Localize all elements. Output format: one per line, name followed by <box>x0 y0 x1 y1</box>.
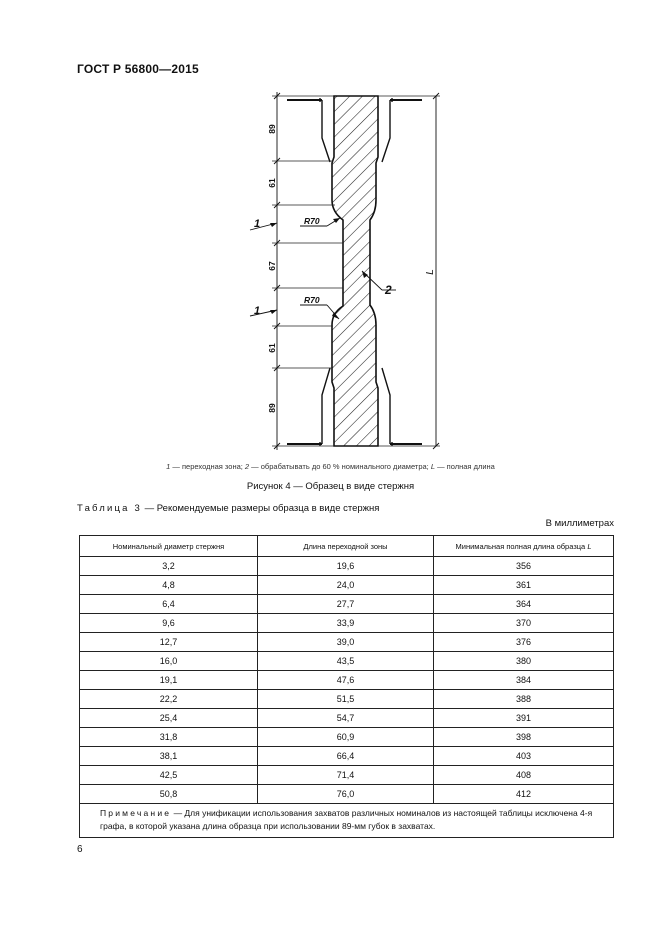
table-cell: 398 <box>434 728 614 747</box>
table-cell: 50,8 <box>80 785 258 804</box>
table-row <box>80 614 614 633</box>
specimen-drawing <box>225 86 455 452</box>
table-row <box>80 671 614 690</box>
table-cell: 6,4 <box>80 595 258 614</box>
dimension-label: 89 <box>267 403 277 413</box>
legend-symbol: L <box>430 462 435 471</box>
table-row <box>80 766 614 785</box>
table-cell: 3,2 <box>80 557 258 576</box>
dimensions-table <box>79 535 614 838</box>
table-cell: 47,6 <box>258 671 434 690</box>
table-cell: 376 <box>434 633 614 652</box>
table-cell: 412 <box>434 785 614 804</box>
table-row <box>80 709 614 728</box>
table-row <box>80 557 614 576</box>
machined-section-hatch <box>332 96 378 446</box>
table-cell: 370 <box>434 614 614 633</box>
table-row <box>80 728 614 747</box>
column-header-symbol: L <box>587 541 592 551</box>
column-header: Номинальный диаметр стержня <box>80 536 258 557</box>
legend-text: — обрабатывать до 60 % номинального диаметра; <box>249 462 431 471</box>
table-cell: 39,0 <box>258 633 434 652</box>
table-cell: 403 <box>434 747 614 766</box>
figure-legend <box>0 462 661 471</box>
table-cell: 27,7 <box>258 595 434 614</box>
figure-caption: Рисунок 4 — Образец в виде стержня <box>246 481 415 492</box>
table-note-row <box>80 804 614 838</box>
dimension-label: 89 <box>267 124 277 134</box>
table-row <box>80 747 614 766</box>
legend-symbol: 1 <box>166 462 171 471</box>
document-header: ГОСТ Р 56800—2015 <box>77 62 199 76</box>
legend-symbol: 2 <box>244 462 250 471</box>
table-label: Таблица 3 <box>77 503 142 514</box>
table-title <box>77 503 379 514</box>
table-cell: 361 <box>434 576 614 595</box>
table-cell: 31,8 <box>80 728 258 747</box>
table-note <box>80 804 614 838</box>
table-cell: 54,7 <box>258 709 434 728</box>
table-cell: 364 <box>434 595 614 614</box>
table-cell: 19,1 <box>80 671 258 690</box>
legend-text: — переходная зона; <box>170 462 245 471</box>
radius-label: R70 <box>304 295 320 305</box>
column-header <box>434 536 614 557</box>
table-title-text: — Рекомендуемые размеры образца в виде стержня <box>141 503 380 514</box>
callout-number: 1 <box>254 218 261 230</box>
table-cell: 24,0 <box>258 576 434 595</box>
dimension-label: 67 <box>267 261 277 271</box>
dimension-label: 61 <box>267 178 277 188</box>
legend-text: — полная длина <box>435 462 495 471</box>
table-cell: 33,9 <box>258 614 434 633</box>
overall-length-label: L <box>425 269 436 275</box>
table-cell: 408 <box>434 766 614 785</box>
note-text: — Для унификации использования захватов различных номиналов из настоящей таблицы исключена 4-я графа, в которой указана длина образца при использовании 89-мм губок в захватах. <box>100 808 593 831</box>
table-row <box>80 785 614 804</box>
callout-number: 2 <box>385 283 392 297</box>
table-cell: 16,0 <box>80 652 258 671</box>
table-cell: 356 <box>434 557 614 576</box>
table-cell: 19,6 <box>258 557 434 576</box>
page-number: 6 <box>77 844 83 855</box>
table-cell: 388 <box>434 690 614 709</box>
table-cell: 51,5 <box>258 690 434 709</box>
dimension-label: 61 <box>267 343 277 353</box>
table-cell: 9,6 <box>80 614 258 633</box>
column-header-text: Минимальная полная длина образца <box>455 541 588 551</box>
table-cell: 76,0 <box>258 785 434 804</box>
table-row <box>80 652 614 671</box>
table-row <box>80 690 614 709</box>
radius-label: R70 <box>304 216 320 226</box>
table-units: В миллиметрах <box>545 518 614 529</box>
table-cell: 43,5 <box>258 652 434 671</box>
table-cell: 22,2 <box>80 690 258 709</box>
table-cell: 384 <box>434 671 614 690</box>
table-cell: 12,7 <box>80 633 258 652</box>
table-cell: 42,5 <box>80 766 258 785</box>
table-cell: 25,4 <box>80 709 258 728</box>
table-row <box>80 576 614 595</box>
table-cell: 71,4 <box>258 766 434 785</box>
table-cell: 66,4 <box>258 747 434 766</box>
table-cell: 391 <box>434 709 614 728</box>
table-cell: 380 <box>434 652 614 671</box>
table-header-row <box>80 536 614 557</box>
table-cell: 60,9 <box>258 728 434 747</box>
table-row <box>80 633 614 652</box>
callout-number: 1 <box>254 305 261 317</box>
note-label: Примечание <box>100 808 172 818</box>
table-cell: 4,8 <box>80 576 258 595</box>
table-cell: 38,1 <box>80 747 258 766</box>
column-header: Длина переходной зоны <box>258 536 434 557</box>
table-row <box>80 595 614 614</box>
